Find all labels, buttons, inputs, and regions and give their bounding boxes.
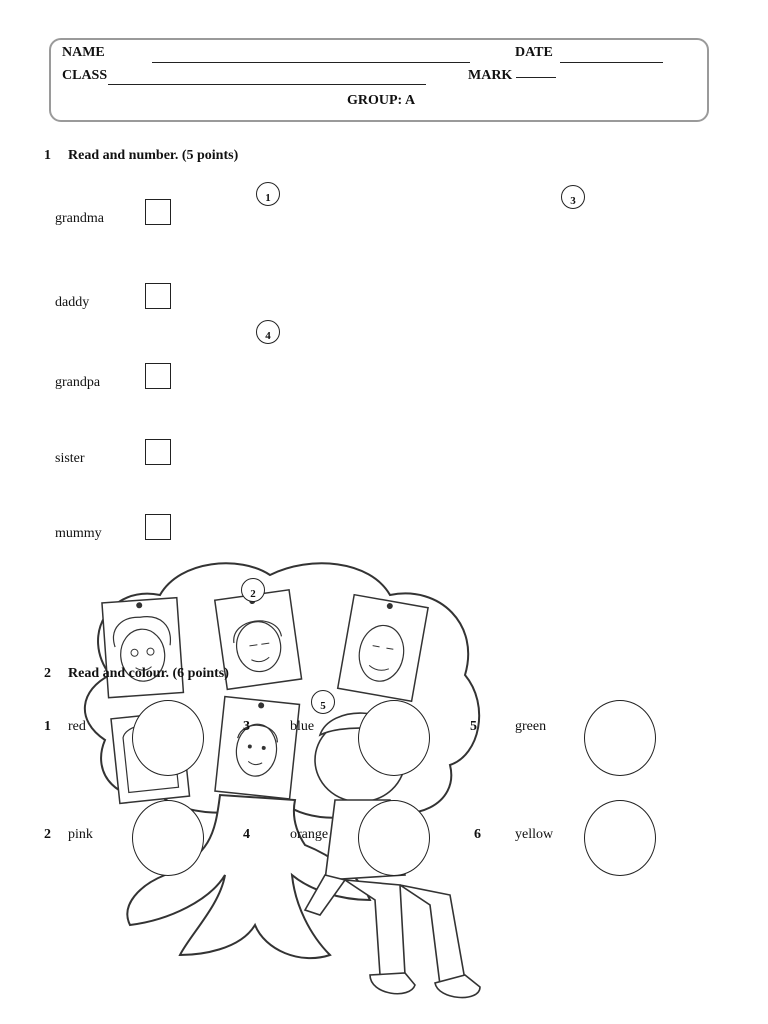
section1-number: 1 — [44, 148, 51, 163]
answer-box-mummy[interactable] — [145, 514, 171, 540]
picture-number-1: 1 — [256, 182, 280, 206]
colour-circle-pink[interactable] — [132, 800, 204, 876]
colour-circle-red[interactable] — [132, 700, 204, 776]
picture-number-3: 3 — [561, 185, 585, 209]
colour-item-number: 5 — [470, 719, 477, 734]
answer-box-grandma[interactable] — [145, 199, 171, 225]
answer-box-daddy[interactable] — [145, 283, 171, 309]
colour-item-number: 1 — [44, 719, 51, 734]
picture-number-4: 4 — [256, 320, 280, 344]
picture-number-2: 2 — [241, 578, 265, 602]
name-label: NAME — [62, 45, 105, 60]
colour-item-number: 2 — [44, 827, 51, 842]
word-mummy: mummy — [55, 526, 102, 541]
colour-word-pink: pink — [68, 827, 93, 842]
colour-word-yellow: yellow — [515, 827, 554, 842]
colour-circle-yellow[interactable] — [584, 800, 656, 876]
picture-number-5: 5 — [311, 690, 335, 714]
mark-label: MARK — [468, 68, 513, 83]
family-tree-illustration — [70, 555, 500, 1020]
colour-item-number: 3 — [243, 719, 250, 734]
colour-word-orange: orange — [290, 827, 329, 842]
name-field[interactable] — [152, 62, 470, 63]
word-daddy: daddy — [55, 295, 90, 310]
colour-item-number: 4 — [243, 827, 250, 842]
section1-title: Read and number. (5 points) — [68, 148, 239, 163]
student-info-box — [49, 38, 709, 122]
class-label: CLASS — [62, 68, 108, 83]
section2-number: 2 — [44, 666, 51, 681]
colour-circle-blue[interactable] — [358, 700, 430, 776]
colour-item-number: 6 — [474, 827, 481, 842]
word-grandpa: grandpa — [55, 375, 101, 390]
date-label: DATE — [515, 45, 553, 60]
mark-field[interactable] — [516, 77, 556, 78]
word-sister: sister — [55, 451, 85, 466]
answer-box-grandpa[interactable] — [145, 363, 171, 389]
colour-circle-green[interactable] — [584, 700, 656, 776]
class-field[interactable] — [108, 84, 426, 85]
colour-circle-orange[interactable] — [358, 800, 430, 876]
date-field[interactable] — [560, 62, 663, 63]
group-label: GROUP: A — [347, 93, 416, 108]
colour-word-green: green — [515, 719, 547, 734]
word-grandma: grandma — [55, 211, 104, 226]
colour-word-red: red — [68, 719, 86, 734]
answer-box-sister[interactable] — [145, 439, 171, 465]
section2-title: Read and colour. (6 points) — [68, 666, 229, 681]
colour-word-blue: blue — [290, 719, 315, 734]
